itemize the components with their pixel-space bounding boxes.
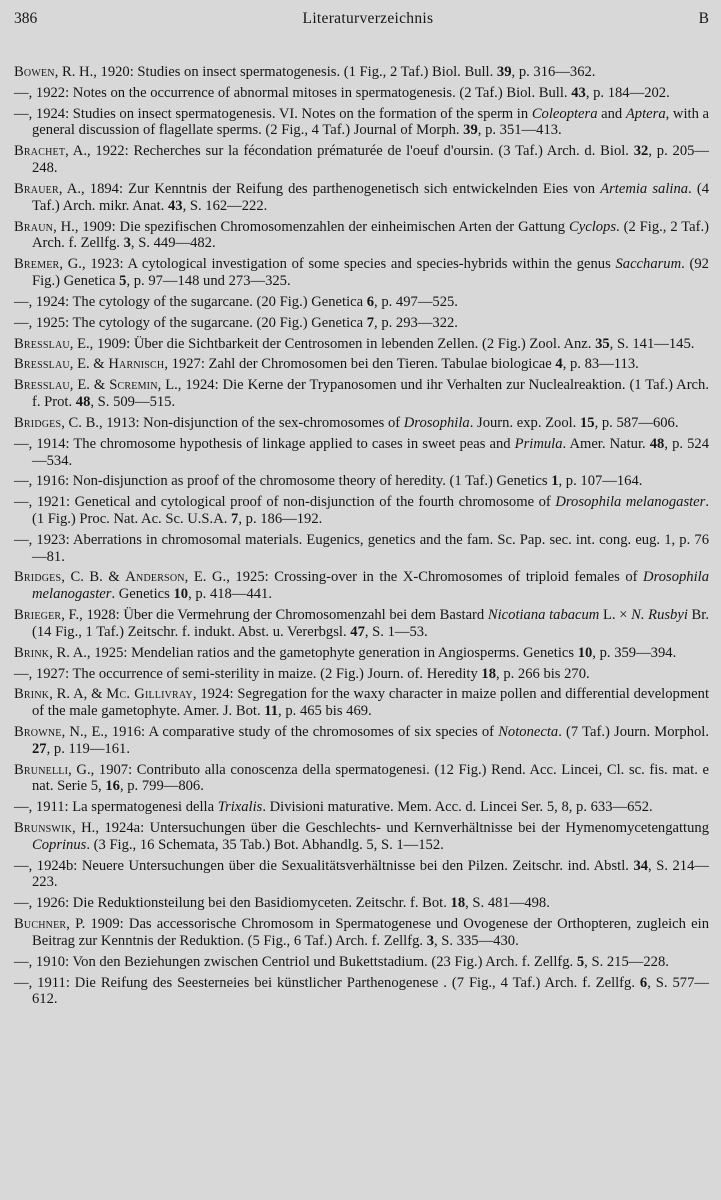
entry-text: , p. 119—161.: [46, 740, 130, 757]
bibliography-entry: [14, 645, 709, 662]
entry-text: , S. 1—53.: [364, 623, 428, 640]
section-letter: B: [698, 10, 709, 27]
volume-number: 11: [264, 703, 279, 720]
entry-text: , A., 1922: Recherches sur la fécondation prématurée de l'oeuf d'oursin. (3 Taf.) Arch. d. Biol.: [65, 143, 634, 160]
entry-text: —, 1925: The cytology of the sugarcane. (20 Fig.) Genetica: [14, 314, 367, 331]
entry-text: —, 1911: Die Reifung des Seesterneies bei künstlicher Parthenogenese . (7 Fig., 4 Taf.) Arch. f. Zellfg.: [14, 974, 640, 991]
entry-text: L. ×: [599, 607, 632, 624]
entry-text: , S. 509—515.: [90, 394, 176, 411]
taxon-name: Trixalis: [217, 799, 263, 816]
bibliography-entry: [14, 473, 709, 490]
entry-text: —, 1927: The occurrence of semi-sterility in maize. (2 Fig.) Journ. of. Heredity: [14, 665, 482, 682]
entry-text: . (4 Taf.) Arch. mikr. Anat.: [32, 180, 709, 214]
entry-text: , p. 205—248.: [32, 143, 710, 177]
bibliography-entry: [14, 686, 709, 719]
running-title: Literaturverzeichnis: [302, 10, 434, 27]
taxon-name: Drosophila melanogaster: [555, 494, 706, 511]
entry-text: , p. 524—534.: [32, 435, 709, 469]
bibliography-entry: [14, 106, 709, 139]
entry-text: , G., 1923: A cytological investigation of some species and species-hybrids within the genus: [59, 256, 616, 273]
entry-text: . (3 Fig., 16 Schemata, 35 Tab.) Bot. Abhandlg. 5, S. 1—152.: [86, 836, 444, 853]
bibliography-entry: [14, 954, 709, 971]
bibliography-entry: [14, 916, 709, 949]
volume-number: 10: [577, 644, 593, 661]
volume-number: 10: [173, 586, 189, 603]
bibliography-list: [14, 64, 709, 1008]
entry-text: , H., 1924a: Untersuchungen über die Geschlechts- und Kernverhältnisse bei der Hymenomycetengattung: [72, 820, 709, 837]
entry-text: —, 1922: Notes on the occurrence of abnormal mitoses in spermatogenesis. (2 Taf.) Biol. Bull.: [14, 84, 572, 101]
author-name: Brunswik: [14, 820, 72, 837]
entry-text: , 1924: Segregation for the waxy character in maize pollen and differential development of the male gametophyte. Amer. J. Bot.: [32, 686, 709, 720]
entry-text: —, 1926: Die Reduktionsteilung bei den Basidiomyceten. Zeitschr. f. Bot.: [14, 895, 451, 912]
volume-number: 15: [579, 414, 595, 431]
entry-text: , P. 1909: Das accessorische Chromosom in Spermatogenese und Ovogenese der Orthopteren, zugleich ein Beitrag zur Kenntnis der Reduktion. (5 Fig., 6 Taf.) Arch. f. Zellfg.: [32, 916, 709, 949]
entry-text: , p. 97—148 und 273—325.: [126, 272, 291, 289]
entry-text: , S. 481—498.: [465, 895, 550, 912]
author-name: Bridges: [14, 414, 62, 431]
author-name: Brieger: [14, 607, 62, 624]
volume-number: 5: [119, 272, 127, 289]
bibliography-entry: [14, 494, 709, 527]
volume-number: 5: [576, 953, 585, 970]
entry-text: , with a general discussion of flagellate sperms. (2 Fig., 4 Taf.) Journal of Morph.: [32, 105, 710, 139]
volume-number: 43: [571, 84, 586, 101]
bibliography-entry: [14, 975, 709, 1008]
taxon-name: Primula: [514, 435, 563, 452]
entry-text: , S. 449—482.: [130, 235, 216, 252]
author-name: Scremin: [109, 377, 158, 394]
volume-number: 7: [231, 510, 239, 527]
bibliography-entry: [14, 85, 709, 102]
volume-number: 3: [426, 932, 434, 949]
volume-number: 16: [105, 778, 120, 795]
volume-number: 48: [75, 394, 91, 411]
bibliography-entry: [14, 143, 709, 176]
author-name: Bridges: [14, 569, 62, 586]
entry-text: , p. 186—192.: [238, 510, 323, 527]
author-name: Buchner: [14, 916, 67, 933]
entry-text: , A., 1894: Zur Kenntnis der Reifung des parthenogenetisch sich entwickelnden Eies von: [58, 180, 601, 197]
entry-text: . Divisioni maturative. Mem. Acc. d. Lincei Ser. 5, 8, p. 633—652.: [262, 799, 653, 816]
entry-text: , H., 1909: Die spezifischen Chromosomenzahlen der einheimischen Arten der Gattung: [53, 218, 569, 235]
entry-text: . (7 Taf.) Journ. Morphol.: [558, 724, 709, 741]
author-name: Anderson: [125, 569, 185, 586]
entry-text: , p. 497—525.: [374, 293, 458, 310]
entry-text: , E. &: [69, 377, 110, 394]
entry-text: —, 1921: Genetical and cytological proof of non-disjunction of the fourth chromosome of: [14, 494, 556, 511]
taxon-name: Saccharum: [615, 256, 682, 273]
volume-number: 1: [551, 473, 559, 490]
entry-text: , C. B. &: [61, 569, 126, 586]
entry-text: , p. 799—806.: [119, 778, 204, 795]
entry-text: , p. 465 bis 469.: [278, 703, 372, 720]
volume-number: 6: [639, 974, 648, 991]
entry-text: , S. 335—430.: [433, 932, 519, 949]
entry-text: —, 1924: The cytology of the sugarcane. (20 Fig.) Genetica: [14, 293, 367, 310]
entry-text: , E. &: [69, 356, 109, 373]
entry-text: , C. B., 1913: Non-disjunction of the sex-chromosomes of: [61, 414, 404, 431]
bibliography-entry: [14, 436, 709, 469]
entry-text: Br. (14 Fig., 1 Taf.) Zeitschr. f. indukt. Abst. u. Vererbgsl.: [32, 607, 709, 640]
entry-text: , S. 214—223.: [32, 857, 709, 891]
entry-text: —, 1911: La spermatogenesi della: [14, 799, 218, 816]
volume-number: 35: [595, 335, 610, 352]
entry-text: , S. 577—612.: [32, 974, 709, 1008]
author-name: Harnisch: [108, 356, 165, 373]
volume-number: 7: [366, 314, 375, 331]
author-name: Browne: [14, 724, 62, 741]
taxon-name: Drosophila: [403, 414, 470, 431]
volume-number: 47: [350, 623, 365, 640]
bibliography-entry: [14, 820, 709, 853]
volume-number: 18: [481, 665, 497, 682]
bibliography-entry: [14, 799, 709, 816]
entry-text: , p. 418—441.: [188, 586, 272, 603]
entry-text: , G., 1907: Contributo alla conoscenza della spermatogenesi. (12 Fig.) Rend. Acc. Lincei, Cl. sc. fis. mat. e nat. Serie 5,: [32, 761, 709, 795]
volume-number: 4: [555, 356, 563, 373]
entry-text: , p. 316—362.: [511, 64, 596, 80]
bibliography-entry: [14, 532, 709, 565]
bibliography-entry: [14, 256, 709, 289]
entry-text: , S. 215—228.: [584, 953, 669, 970]
entry-text: , S. 162—222.: [182, 197, 268, 214]
entry-text: , p. 107—164.: [558, 473, 643, 490]
volume-number: 39: [496, 64, 512, 80]
page-number: 386: [14, 10, 38, 27]
entry-text: . Journ. exp. Zool.: [469, 414, 580, 431]
bibliography-entry: [14, 666, 709, 683]
entry-text: , p. 184—202.: [585, 84, 670, 101]
entry-text: . Genetics: [111, 586, 174, 603]
author-name: Brink: [14, 644, 50, 661]
author-name: Bresslau: [14, 377, 70, 394]
entry-text: , 1927: Zahl der Chromosomen bei den Tieren. Tabulae biologicae: [164, 356, 556, 373]
entry-text: , p. 351—413.: [477, 122, 562, 139]
entry-text: , F., 1928: Über die Vermehrung der Chromosomenzahl bei dem Bastard: [61, 607, 488, 624]
entry-text: —, 1924: Studies on insect spermatogenesis. VI. Notes on the formation of the sperm in: [14, 105, 532, 122]
author-name: Brachet: [14, 143, 66, 160]
entry-text: —, 1916: Non-disjunction as proof of the chromosome theory of heredity. (1 Taf.) Genetics: [14, 473, 552, 490]
bibliography-entry: [14, 895, 709, 912]
entry-text: , E., 1909: Über die Sichtbarkeit der Centrosomen in lebenden Zellen. (2 Fig.) Zool. Anz.: [69, 335, 596, 352]
author-name: Bresslau: [14, 335, 70, 352]
bibliography-entry: [14, 607, 709, 640]
entry-text: , p. 83—113.: [562, 356, 639, 373]
bibliography-entry: [14, 336, 709, 353]
taxon-name: Artemia salina: [600, 180, 689, 197]
bibliography-entry: [14, 315, 709, 332]
bibliography-entry: [14, 569, 709, 602]
author-name: Bresslau: [14, 356, 70, 373]
entry-text: , p. 293—322.: [374, 314, 458, 331]
taxon-name: Nicotiana tabacum: [487, 607, 600, 624]
author-name: Braun: [14, 218, 54, 235]
taxon-name: Aptera: [625, 105, 666, 122]
volume-number: 48: [649, 435, 665, 452]
running-header: [14, 10, 709, 40]
bibliography-entry: [14, 415, 709, 432]
entry-text: , p. 587—606.: [594, 414, 679, 431]
volume-number: 6: [366, 293, 375, 310]
entry-text: , L., 1924: Die Kerne der Trypanosomen und ihr Verhalten zur Nuclealreaktion. (1 Taf.) Arch. f. Prot.: [32, 377, 709, 411]
taxon-name: N. Rusbyi: [631, 607, 688, 624]
entry-text: , p. 359—394.: [592, 644, 677, 661]
entry-text: , R. A., 1925: Mendelian ratios and the gametophyte generation in Angiosperms. Genetics: [49, 644, 578, 661]
entry-text: , S. 141—145.: [609, 335, 695, 352]
entry-text: —, 1914: The chromosome hypothesis of linkage applied to cases in sweet peas and: [14, 435, 515, 452]
taxon-name: Drosophila melanogaster: [32, 569, 709, 603]
taxon-name: Coleoptera: [531, 105, 598, 122]
entry-text: and: [597, 105, 626, 122]
author-name: Brunelli: [14, 761, 69, 778]
bibliography-entry: [14, 377, 709, 410]
entry-text: —, 1923: Aberrations in chromosomal materials. Eugenics, genetics and the fam. Sc. Pap. sec. int. cong. eug. 1, p. 76—81.: [14, 531, 709, 565]
volume-number: 27: [32, 740, 47, 757]
entry-text: , R. A, &: [49, 686, 107, 703]
bibliography-entry: [14, 181, 709, 214]
entry-text: . (2 Fig., 2 Taf.) Arch. f. Zellfg.: [32, 218, 710, 252]
entry-text: —, 1910: Von den Beziehungen zwischen Centriol und Bukettstadium. (23 Fig.) Arch. f. Zellfg.: [14, 953, 577, 970]
volume-number: 3: [123, 235, 131, 252]
bibliography-entry: [14, 219, 709, 252]
taxon-name: Coprinus: [32, 836, 87, 853]
taxon-name: Notonecta: [498, 724, 559, 741]
entry-text: , N., E., 1916: A comparative study of the chromosomes of six species of: [61, 724, 499, 741]
entry-text: , p. 266 bis 270.: [496, 665, 590, 682]
author-name: Bremer: [14, 256, 60, 273]
volume-number: 18: [450, 895, 466, 912]
author-name: Bowen: [14, 64, 55, 80]
entry-text: —, 1924b: Neuere Untersuchungen über die Sexualitätsverhältnisse bei den Pilzen. Zeitschr. ind. Abstl.: [14, 857, 634, 874]
entry-text: . Amer. Natur.: [562, 435, 650, 452]
author-name: Brink: [14, 686, 50, 703]
bibliography-entry: [14, 356, 709, 373]
entry-text: . (92 Fig.) Genetica: [32, 256, 709, 289]
bibliography-entry: [14, 724, 709, 757]
bibliography-entry: [14, 762, 709, 795]
volume-number: 32: [633, 143, 649, 160]
entry-text: , R. H., 1920: Studies on insect spermatogenesis. (1 Fig., 2 Taf.) Biol. Bull.: [54, 64, 497, 80]
bibliography-entry: [14, 858, 709, 891]
bibliography-entry: [14, 64, 709, 81]
bibliography-entry: [14, 294, 709, 311]
author-name: Mc. Gillivray: [106, 686, 193, 703]
entry-text: , E. G., 1925: Crossing-over in the X-Chromosomes of triploid females of: [184, 569, 644, 586]
taxon-name: Cyclops: [569, 218, 617, 235]
volume-number: 43: [167, 197, 183, 214]
volume-number: 34: [633, 857, 649, 874]
entry-text: . (1 Fig.) Proc. Nat. Ac. Sc. U.S.A.: [32, 494, 709, 527]
author-name: Brauer: [14, 180, 59, 197]
volume-number: 39: [463, 122, 478, 139]
